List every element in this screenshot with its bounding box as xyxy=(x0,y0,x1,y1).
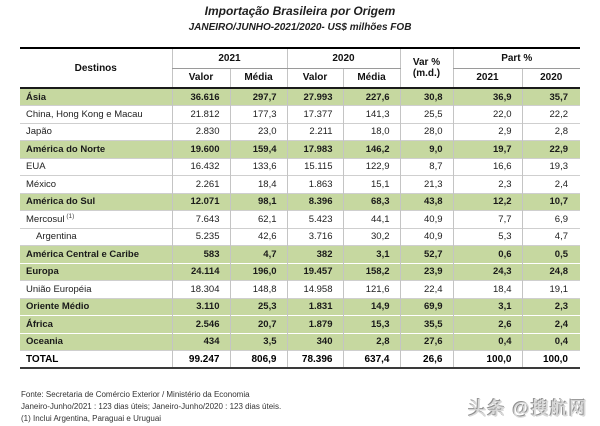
value-cell: 19,3 xyxy=(522,158,580,176)
value-cell: 2,8 xyxy=(522,123,580,141)
value-cell: 2,4 xyxy=(522,316,580,334)
header-var-sub: (m.d.) xyxy=(412,68,441,79)
value-cell: 2,9 xyxy=(453,123,522,141)
value-cell: 2.546 xyxy=(172,316,230,334)
destino-label: Mercosul $^{(1)}$ xyxy=(26,213,75,226)
value-cell: 21,3 xyxy=(400,176,453,194)
value-cell: 8.396 xyxy=(287,193,343,211)
table-row xyxy=(20,193,580,211)
value-cell: 141,3 xyxy=(343,106,400,124)
value-cell: 0,6 xyxy=(453,246,522,264)
table-row xyxy=(20,263,580,281)
footnote-mercosul: (1) Inclui Argentina, Paraguai e Uruguai xyxy=(21,414,162,423)
table-row xyxy=(20,316,580,334)
value-cell: 4,7 xyxy=(230,246,287,264)
header-valor-2020: Valor xyxy=(287,68,343,88)
destino-label: México xyxy=(26,178,57,190)
value-cell: 22,4 xyxy=(400,281,453,299)
value-cell: 2,3 xyxy=(453,176,522,194)
table-row xyxy=(20,176,580,194)
table-row xyxy=(20,211,580,229)
header-media-2021: Média xyxy=(230,68,287,88)
watermark: 头条 @搜航网 xyxy=(468,399,588,419)
value-cell: 2,4 xyxy=(522,176,580,194)
value-cell: 18,4 xyxy=(453,281,522,299)
header-var-label: Var % xyxy=(412,57,441,68)
value-cell: 30,8 xyxy=(400,88,453,106)
table-row xyxy=(20,141,580,159)
value-cell: 5.423 xyxy=(287,211,343,229)
value-cell: 18,0 xyxy=(343,123,400,141)
table-row xyxy=(20,281,580,299)
value-cell: 52,7 xyxy=(400,246,453,264)
value-cell: 133,6 xyxy=(230,158,287,176)
value-cell: 19.600 xyxy=(172,141,230,159)
destino-label: Japão xyxy=(26,126,52,138)
value-cell: 35,5 xyxy=(400,316,453,334)
value-cell: 23,0 xyxy=(230,123,287,141)
value-cell: 98,1 xyxy=(230,193,287,211)
value-cell: 10,7 xyxy=(522,193,580,211)
value-cell: 2,8 xyxy=(343,333,400,351)
header-part-pct: Part % xyxy=(453,48,580,68)
header-part-2021: 2021 xyxy=(453,68,522,88)
value-cell: 297,7 xyxy=(230,88,287,106)
value-cell: 24,8 xyxy=(522,263,580,281)
value-cell: 100,0 xyxy=(522,351,580,369)
value-cell: 3,1 xyxy=(343,246,400,264)
value-cell: 28,0 xyxy=(400,123,453,141)
value-cell: 122,9 xyxy=(343,158,400,176)
value-cell: 21.812 xyxy=(172,106,230,124)
destino-label: América Central e Caribe xyxy=(20,246,172,264)
value-cell: 5,3 xyxy=(453,228,522,246)
value-cell: 25,5 xyxy=(400,106,453,124)
destino-label: TOTAL xyxy=(26,353,59,365)
value-cell: 434 xyxy=(172,333,230,351)
value-cell: 2.211 xyxy=(287,123,343,141)
value-cell: 44,1 xyxy=(343,211,400,229)
value-cell: 158,2 xyxy=(343,263,400,281)
destino-label: China, Hong Kong e Macau xyxy=(26,108,143,120)
table-row xyxy=(20,246,580,264)
value-cell: 15.115 xyxy=(287,158,343,176)
value-cell: 1.831 xyxy=(287,298,343,316)
value-cell: 23,9 xyxy=(400,263,453,281)
header-year-2021: 2021 xyxy=(172,48,287,68)
destino-label: Ásia xyxy=(20,88,172,106)
destino-label: Europa xyxy=(20,263,172,281)
value-cell: 17.377 xyxy=(287,106,343,124)
title-block xyxy=(0,4,600,33)
value-cell: 62,1 xyxy=(230,211,287,229)
header-destinos: Destinos xyxy=(74,62,117,74)
value-cell: 177,3 xyxy=(230,106,287,124)
value-cell: 5.235 xyxy=(172,228,230,246)
value-cell: 0,5 xyxy=(522,246,580,264)
value-cell: 1.879 xyxy=(287,316,343,334)
value-cell: 78.396 xyxy=(287,351,343,369)
destino-label: União Européia xyxy=(26,283,92,295)
value-cell: 43,8 xyxy=(400,193,453,211)
value-cell: 15,1 xyxy=(343,176,400,194)
value-cell: 100,0 xyxy=(453,351,522,369)
table-row xyxy=(20,123,580,141)
destino-label: América do Norte xyxy=(20,141,172,159)
table-row xyxy=(20,298,580,316)
footnote-ref: (1) xyxy=(64,213,75,221)
header-part-2020: 2020 xyxy=(522,68,580,88)
value-cell: 36,9 xyxy=(453,88,522,106)
value-cell: 42,6 xyxy=(230,228,287,246)
value-cell: 14,9 xyxy=(343,298,400,316)
table-row xyxy=(20,158,580,176)
footnote-workdays: Janeiro-Junho/2021 : 123 dias úteis; Janeiro-Junho/2020 : 123 dias úteis. xyxy=(21,402,282,411)
value-cell: 40,9 xyxy=(400,228,453,246)
table-row xyxy=(20,106,580,124)
header-media-2020: Média xyxy=(343,68,400,88)
value-cell: 2,3 xyxy=(522,298,580,316)
value-cell: 27,6 xyxy=(400,333,453,351)
table-header xyxy=(20,48,580,88)
value-cell: 22,2 xyxy=(522,106,580,124)
value-cell: 0,4 xyxy=(453,333,522,351)
value-cell: 99.247 xyxy=(172,351,230,369)
value-cell: 14.958 xyxy=(287,281,343,299)
value-cell: 19.457 xyxy=(287,263,343,281)
value-cell: 19,7 xyxy=(453,141,522,159)
value-cell: 35,7 xyxy=(522,88,580,106)
destino-label: EUA xyxy=(26,161,46,173)
destino-label: Oriente Médio xyxy=(20,298,172,316)
value-cell: 148,8 xyxy=(230,281,287,299)
value-cell: 24.114 xyxy=(172,263,230,281)
value-cell: 637,4 xyxy=(343,351,400,369)
table-row xyxy=(20,228,580,246)
value-cell: 12.071 xyxy=(172,193,230,211)
value-cell: 17.983 xyxy=(287,141,343,159)
value-cell: 583 xyxy=(172,246,230,264)
value-cell: 25,3 xyxy=(230,298,287,316)
value-cell: 2,6 xyxy=(453,316,522,334)
value-cell: 340 xyxy=(287,333,343,351)
value-cell: 40,9 xyxy=(400,211,453,229)
value-cell: 7,7 xyxy=(453,211,522,229)
destino-label: Oceania xyxy=(20,333,172,351)
value-cell: 159,4 xyxy=(230,141,287,159)
value-cell: 4,7 xyxy=(522,228,580,246)
table-total-row xyxy=(20,351,580,369)
table-row xyxy=(20,88,580,106)
value-cell: 19,1 xyxy=(522,281,580,299)
destino-label: Argentina xyxy=(36,231,77,243)
header-valor-2021: Valor xyxy=(172,68,230,88)
value-cell: 69,9 xyxy=(400,298,453,316)
header-year-2020: 2020 xyxy=(287,48,400,68)
value-cell: 24,3 xyxy=(453,263,522,281)
value-cell: 9,0 xyxy=(400,141,453,159)
value-cell: 20,7 xyxy=(230,316,287,334)
value-cell: 196,0 xyxy=(230,263,287,281)
value-cell: 36.616 xyxy=(172,88,230,106)
table-row xyxy=(20,333,580,351)
value-cell: 22,9 xyxy=(522,141,580,159)
value-cell: 15,3 xyxy=(343,316,400,334)
footnotes xyxy=(21,389,281,425)
footnote-source: Fonte: Secretaria de Comércio Exterior / Ministério da Economia xyxy=(21,390,250,399)
table-body xyxy=(20,88,580,368)
value-cell: 3,1 xyxy=(453,298,522,316)
value-cell: 806,9 xyxy=(230,351,287,369)
value-cell: 2.830 xyxy=(172,123,230,141)
value-cell: 0,4 xyxy=(522,333,580,351)
value-cell: 26,6 xyxy=(400,351,453,369)
value-cell: 16,6 xyxy=(453,158,522,176)
value-cell: 121,6 xyxy=(343,281,400,299)
imports-table xyxy=(20,47,580,369)
value-cell: 16.432 xyxy=(172,158,230,176)
value-cell: 18.304 xyxy=(172,281,230,299)
value-cell: 68,3 xyxy=(343,193,400,211)
header-var-pct xyxy=(400,48,453,88)
value-cell: 22,0 xyxy=(453,106,522,124)
value-cell: 382 xyxy=(287,246,343,264)
value-cell: 3,5 xyxy=(230,333,287,351)
value-cell: 3.716 xyxy=(287,228,343,246)
destino-label: América do Sul xyxy=(20,193,172,211)
value-cell: 8,7 xyxy=(400,158,453,176)
page-subtitle: JANEIRO/JUNHO-2021/2020- US$ milhões FOB xyxy=(188,22,412,33)
destino-label: África xyxy=(20,316,172,334)
value-cell: 30,2 xyxy=(343,228,400,246)
value-cell: 27.993 xyxy=(287,88,343,106)
value-cell: 12,2 xyxy=(453,193,522,211)
page-title: Importação Brasileira por Origem xyxy=(204,4,396,18)
value-cell: 146,2 xyxy=(343,141,400,159)
value-cell: 3.110 xyxy=(172,298,230,316)
value-cell: 1.863 xyxy=(287,176,343,194)
value-cell: 227,6 xyxy=(343,88,400,106)
value-cell: 18,4 xyxy=(230,176,287,194)
value-cell: 2.261 xyxy=(172,176,230,194)
value-cell: 7.643 xyxy=(172,211,230,229)
value-cell: 6,9 xyxy=(522,211,580,229)
